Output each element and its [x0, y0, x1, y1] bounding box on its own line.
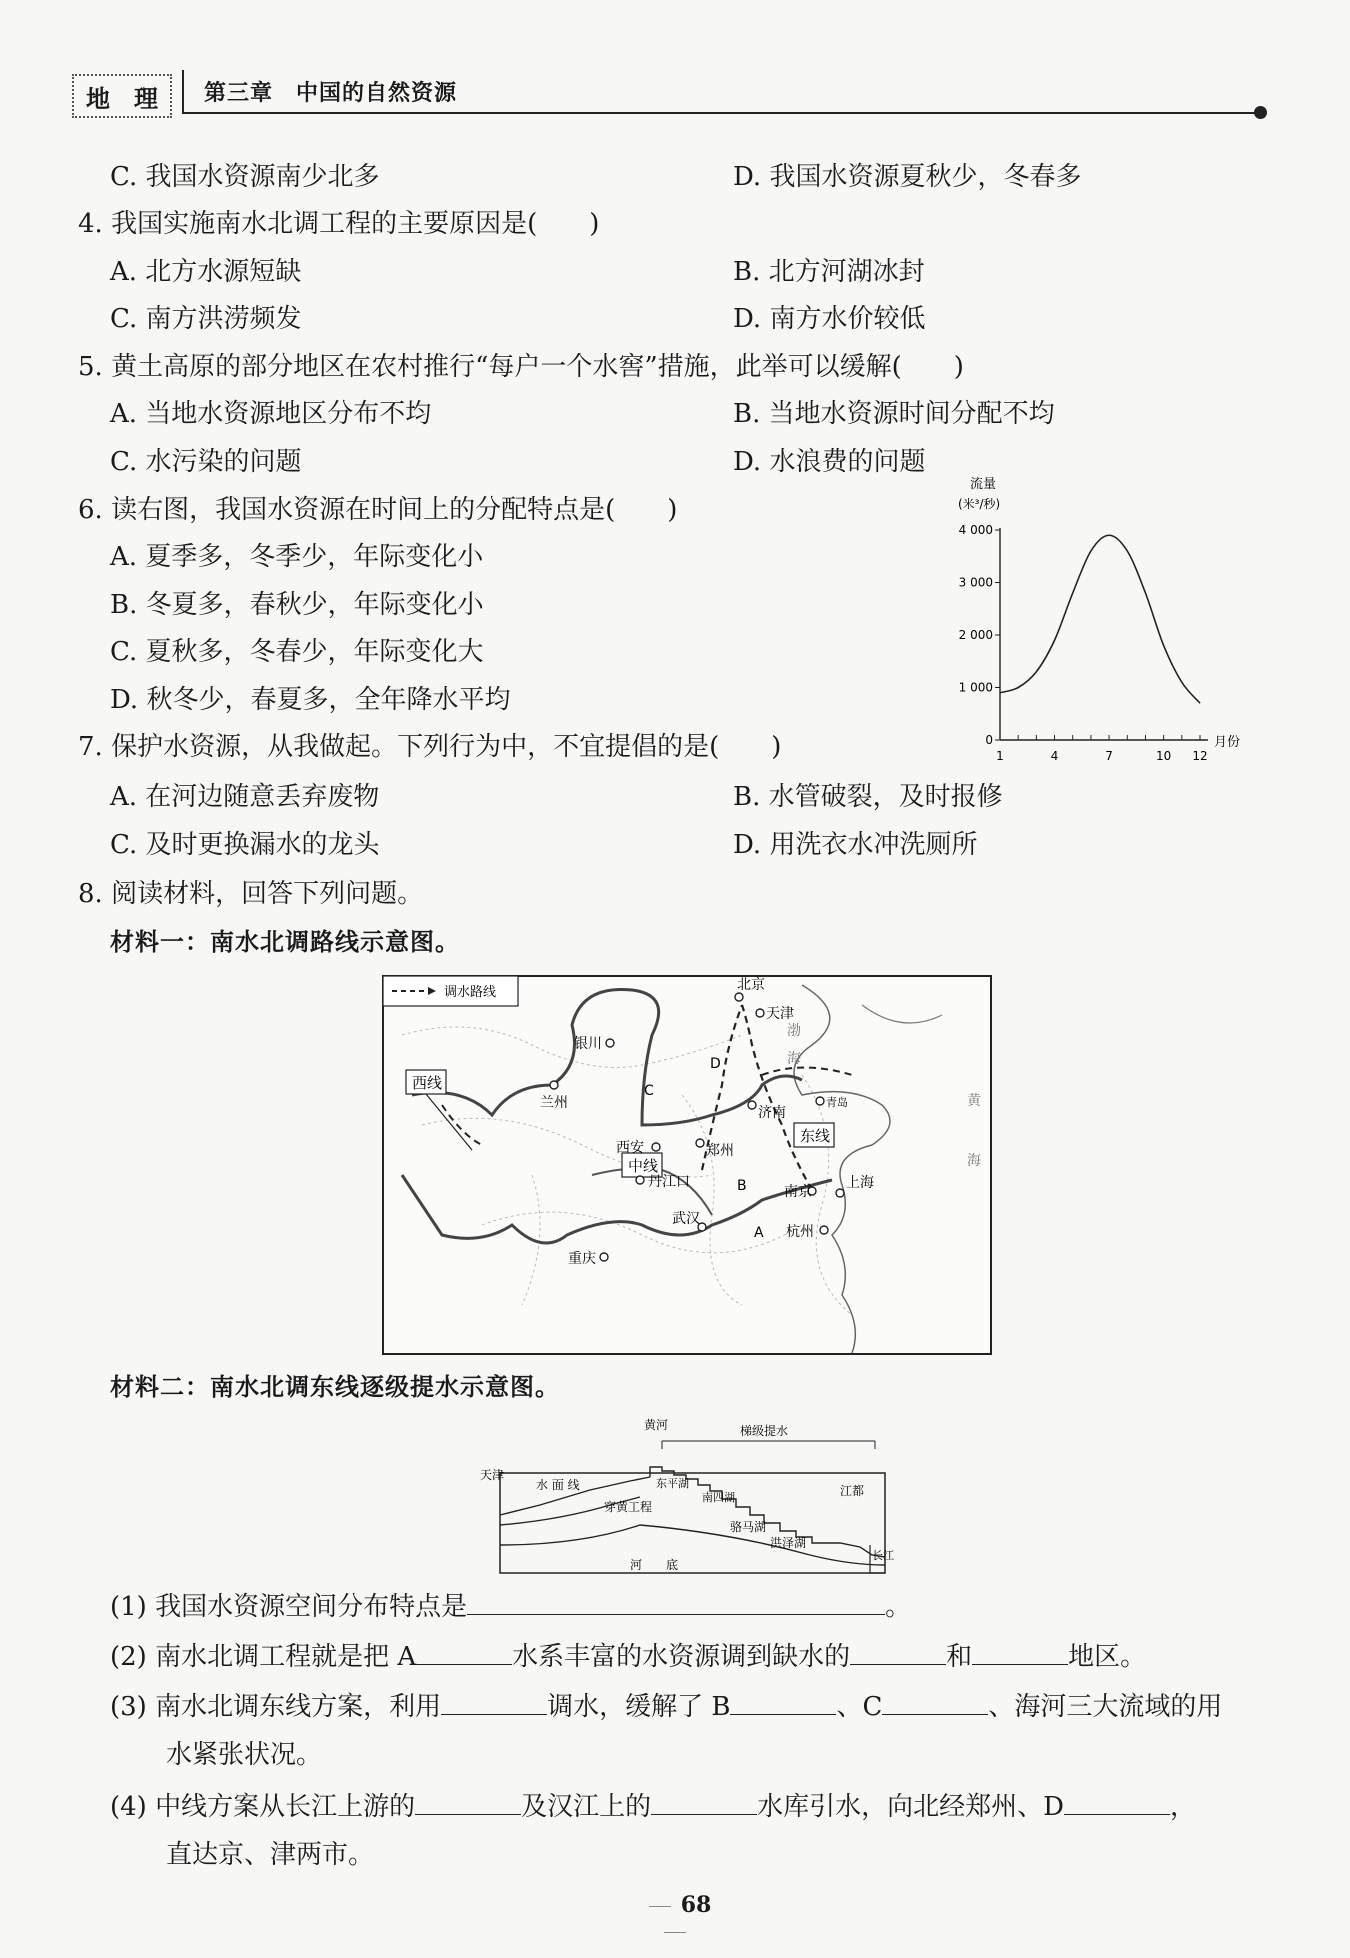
- answer-blank[interactable]: [1064, 1788, 1170, 1815]
- header-divider: [182, 70, 184, 114]
- city-label: 丹江口: [648, 1174, 690, 1190]
- profile-dongping: 东平湖: [656, 1477, 689, 1490]
- legend-text: 调水路线: [444, 985, 497, 1000]
- x-tick-label: 10: [1155, 749, 1172, 763]
- city-marker: [696, 1139, 704, 1147]
- sea-label: 海: [967, 1153, 981, 1169]
- map-frame: [383, 976, 991, 1354]
- y-axis-unit: (米³/秒): [958, 497, 1001, 511]
- sub-question-2: (2) 南水北调工程就是把 A 水系丰富的水资源调到缺水的 和 地区。: [110, 1638, 1146, 1674]
- q6-option-d: D. 秋冬少，春夏多，全年降水平均: [110, 685, 511, 715]
- map-letter-b: B: [737, 1178, 747, 1194]
- city-marker: [748, 1101, 756, 1109]
- profile-riverbed: 河 底: [630, 1558, 679, 1572]
- flow-chart: [930, 470, 1270, 780]
- profile-hongze: 洪泽湖: [770, 1536, 807, 1550]
- y-tick-label: 2 000: [958, 628, 993, 642]
- sub-question-3-cont: 水紧张状况。: [166, 1740, 323, 1770]
- city-marker: [836, 1189, 844, 1197]
- svg-text:西线: 西线: [412, 1074, 443, 1092]
- x-tick-label: 7: [1105, 749, 1113, 763]
- svg-text:东线: 东线: [800, 1127, 831, 1145]
- city-label: 天津: [766, 1006, 794, 1022]
- city-label: 青岛: [826, 1096, 848, 1109]
- material-one-caption: 材料一：南水北调路线示意图。: [110, 927, 460, 956]
- west-line-label: [406, 1070, 446, 1094]
- header-rule: [182, 112, 1260, 114]
- city-marker: [600, 1253, 608, 1261]
- sea-label: 海: [787, 1051, 801, 1067]
- y-tick-label: 0: [985, 733, 993, 747]
- city-marker: [735, 993, 743, 1001]
- q7-option-c: C. 及时更换漏水的龙头: [110, 830, 380, 860]
- city-label: 重庆: [568, 1251, 596, 1267]
- q7-option-b: B. 水管破裂，及时报修: [733, 782, 1003, 812]
- material-two-caption: 材料二：南水北调东线逐级提水示意图。: [110, 1372, 560, 1401]
- answer-blank[interactable]: [415, 1788, 521, 1815]
- page-number: 68: [620, 1892, 730, 1944]
- flow-series-line: [1000, 535, 1200, 703]
- answer-blank[interactable]: [730, 1688, 836, 1715]
- subject-char-1: 地: [86, 83, 110, 113]
- svg-text:中线: 中线: [628, 1157, 659, 1175]
- answer-blank[interactable]: [972, 1638, 1068, 1665]
- y-tick-label: 3 000: [958, 575, 993, 590]
- city-marker: [816, 1097, 824, 1105]
- city-label: 西安: [616, 1140, 644, 1156]
- sub-question-4: (4) 中线方案从长江上游的 及汉江上的 水库引水，向北经郑州、D ，: [110, 1788, 1196, 1824]
- x-axis-label: 月份: [1214, 735, 1241, 750]
- city-marker: [652, 1143, 660, 1151]
- profile-water-line: 水 面 线: [536, 1478, 580, 1492]
- header-rule-dot: [1254, 106, 1267, 119]
- q4-option-d: D. 南方水价较低: [733, 304, 926, 334]
- q5-option-b: B. 当地水资源时间分配不均: [733, 399, 1055, 429]
- sea-label: 黄: [967, 1093, 981, 1109]
- sub-question-3: (3) 南水北调东线方案，利用 调水，缓解了 B 、C 、海河三大流域的用: [110, 1688, 1222, 1724]
- q3-option-c: C. 我国水资源南少北多: [110, 162, 380, 192]
- city-label: 郑州: [706, 1143, 734, 1159]
- q4-option-b: B. 北方河湖冰封: [733, 257, 925, 287]
- x-tick-label: 12: [1192, 749, 1208, 763]
- map-legend: [383, 976, 518, 1006]
- profile-chuanhuang: 穿黄工程: [604, 1500, 653, 1514]
- answer-blank[interactable]: [467, 1588, 885, 1615]
- q7-option-a: A. 在河边随意丢弃废物: [110, 782, 380, 812]
- city-label: 南京: [784, 1184, 812, 1200]
- profile-luoma: 骆马湖: [730, 1520, 767, 1534]
- city-marker: [606, 1039, 614, 1047]
- q8-stem: 8. 阅读材料，回答下列问题。: [78, 879, 424, 909]
- q6-option-a: A. 夏季多，冬季少，年际变化小: [110, 542, 484, 572]
- subject-label: [72, 74, 172, 118]
- q5-option-c: C. 水污染的问题: [110, 447, 302, 477]
- q4-option-a: A. 北方水源短缺: [110, 257, 302, 287]
- x-tick-label: 1: [996, 749, 1004, 763]
- city-marker: [756, 1009, 764, 1017]
- profile-tianjin: 天津: [480, 1468, 505, 1482]
- city-marker: [550, 1081, 558, 1089]
- map-letter-a: A: [754, 1225, 764, 1241]
- q3-option-d: D. 我国水资源夏秋少，冬春多: [733, 162, 1082, 192]
- q6-option-c: C. 夏秋多，冬春少，年际变化大: [110, 637, 484, 667]
- answer-blank[interactable]: [850, 1638, 946, 1665]
- map-letter-c: C: [644, 1083, 654, 1099]
- q5-option-d: D. 水浪费的问题: [733, 447, 926, 477]
- answer-blank[interactable]: [882, 1688, 988, 1715]
- profile-changjiang: 长江: [872, 1549, 894, 1562]
- sub-question-1: (1) 我国水资源空间分布特点是 。: [110, 1588, 911, 1624]
- sub-question-4-cont: 直达京、津两市。: [166, 1840, 375, 1870]
- profile-jiangdu: 江都: [840, 1484, 865, 1498]
- q5-option-a: A. 当地水资源地区分布不均: [110, 399, 432, 429]
- chapter-title: 第三章 中国的自然资源: [204, 80, 458, 106]
- city-label: 兰州: [540, 1095, 568, 1111]
- sea-label: 渤: [787, 1023, 801, 1039]
- y-tick-label: 1 000: [958, 680, 993, 695]
- route-map: [382, 975, 992, 1355]
- map-letter-d: D: [710, 1056, 721, 1072]
- profile-yellow-river: 黄河: [644, 1418, 669, 1432]
- q7-option-d: D. 用洗衣水冲洗厕所: [733, 830, 978, 860]
- subject-char-2: 理: [134, 83, 158, 113]
- city-label: 银川: [574, 1036, 602, 1052]
- q6-stem: 6. 读右图，我国水资源在时间上的分配特点是( ): [78, 495, 678, 525]
- q5-stem: 5. 黄土高原的部分地区在农村推行“每户一个水窖”措施，此举可以缓解( ): [78, 352, 964, 382]
- y-axis-label: 流量: [970, 477, 997, 492]
- y-tick-label: 4 000: [958, 523, 993, 537]
- q4-option-c: C. 南方洪涝频发: [110, 304, 302, 334]
- q7-stem: 7. 保护水资源，从我做起。下列行为中，不宜提倡的是( ): [78, 732, 782, 762]
- east-line-label: [794, 1123, 834, 1147]
- city-label: 上海: [846, 1175, 874, 1191]
- lift-profile: [480, 1415, 900, 1575]
- x-tick-label: 4: [1050, 749, 1059, 763]
- city-label: 北京: [737, 977, 765, 993]
- answer-blank[interactable]: [651, 1788, 757, 1815]
- city-label: 杭州: [786, 1224, 814, 1240]
- city-label: 武汉: [672, 1211, 700, 1227]
- city-marker: [820, 1226, 828, 1234]
- answer-blank[interactable]: [441, 1688, 547, 1715]
- city-label: 济南: [758, 1105, 786, 1121]
- q6-option-b: B. 冬夏多，春秋少，年际变化小: [110, 590, 484, 620]
- answer-blank[interactable]: [416, 1638, 512, 1665]
- city-marker: [636, 1176, 644, 1184]
- profile-nansihu: 南四湖: [702, 1491, 735, 1504]
- q4-stem: 4. 我国实施南水北调工程的主要原因是( ): [78, 209, 600, 239]
- profile-step-lift: 梯级提水: [740, 1424, 789, 1438]
